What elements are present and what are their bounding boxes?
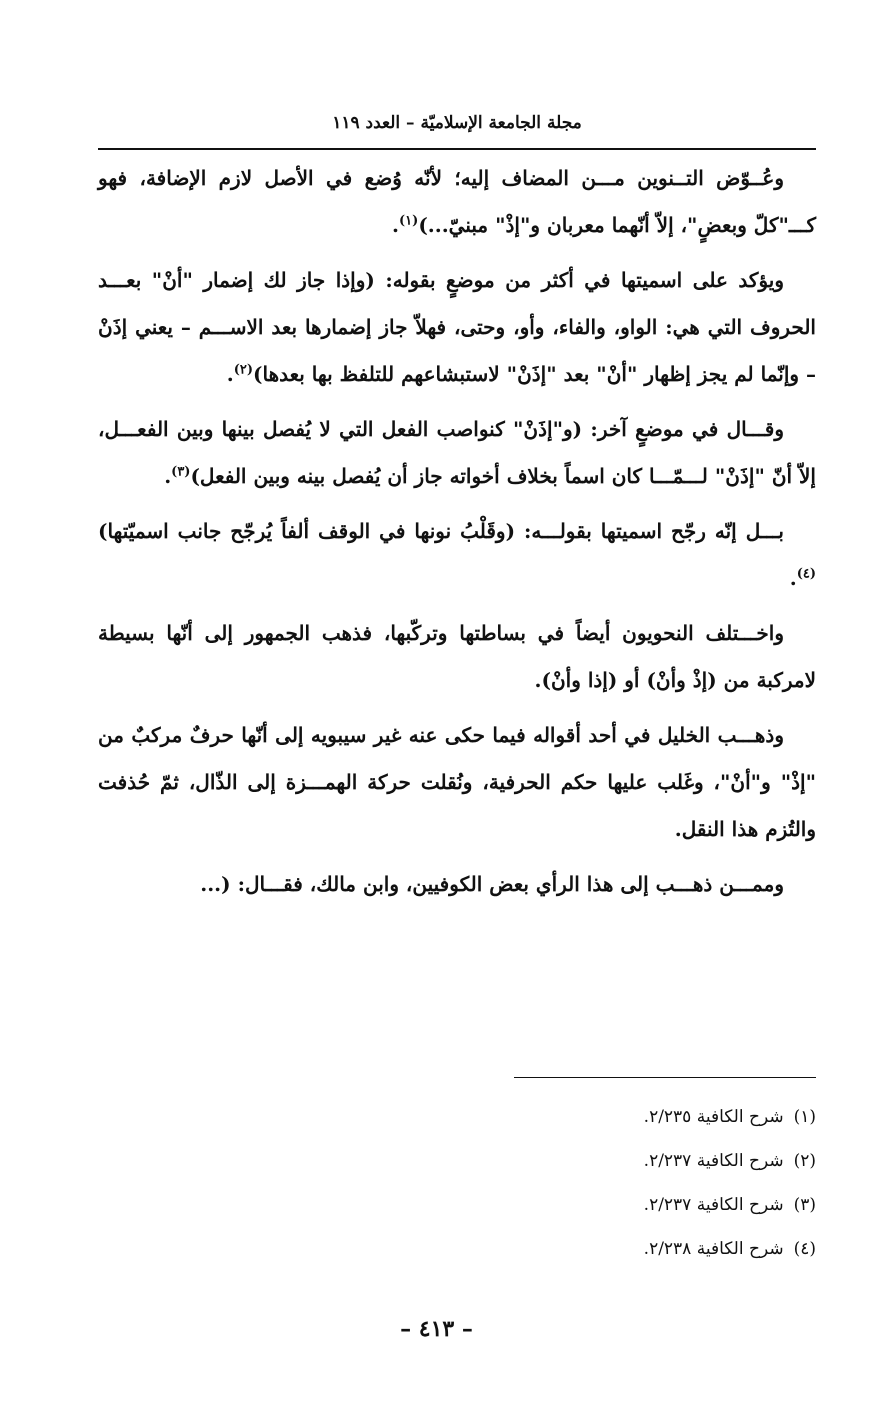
footnote-text: شرح الكافية ٢/٢٣٧. (643, 1195, 784, 1215)
paragraph-3 (98, 406, 816, 500)
footnote-rule (514, 1077, 816, 1078)
page-number: – ٤١٣ – (400, 1316, 473, 1342)
paragraph-2 (98, 257, 816, 398)
paragraph-text: وممـــن ذهـــب إلى هذا الرأي بعض الكوفيين، وابن مالك، فقـــال: (... (200, 872, 784, 896)
footnote-ref: (٣) (171, 464, 191, 480)
footnote-ref: (١) (399, 213, 419, 229)
paragraph-text: وقـــال في موضعٍ آخر: (و"إذَنْ" كنواصب الفعل التي لا يُفصل بينها وبين الفعـــل، إلاّ أنّ "إذَنْ" لـــمّـــا كان اسماً بخلاف أخواته جاز أن يُفصل بينه وبين الفعل) (98, 417, 816, 488)
footnote-text: شرح الكافية ٢/٢٣٥. (643, 1107, 784, 1127)
footnote-ref: (٤) (796, 566, 816, 582)
paragraph-4 (98, 508, 816, 602)
paragraph-1 (98, 155, 816, 249)
footnote-number: (١) (793, 1107, 816, 1127)
footnote-number: (٤) (793, 1239, 816, 1259)
paragraph-text: واخـــتلف النحويون أيضاً في بساطتها وتركّبها، فذهب الجمهور إلى أنّها بسيطة لامركبة من (إذْ وأنْ) أو (إذا وأنْ). (98, 621, 816, 692)
paragraph-end: . (392, 213, 400, 237)
paragraph-6 (98, 712, 816, 853)
footnote-text: شرح الكافية ٢/٢٣٧. (643, 1151, 784, 1171)
footnote-2 (98, 1139, 816, 1183)
footnote-number: (٣) (793, 1195, 816, 1215)
footnote-text: شرح الكافية ٢/٢٣٨. (643, 1239, 784, 1259)
paragraph-end: . (226, 362, 234, 386)
paragraph-5 (98, 610, 816, 704)
paragraph-end: . (164, 464, 172, 488)
running-head: مجلة الجامعة الإسلاميّة – العدد ١١٩ (332, 113, 582, 133)
paragraph-text: بـــل إنّه رجّح اسميتها بقولـــه: (وقَلْبُ نونها في الوقف ألفاً يُرجّح جانب اسميّتها) (98, 519, 784, 543)
header-rule (98, 148, 816, 150)
footnote-3 (98, 1183, 816, 1227)
footnote-number: (٢) (793, 1151, 816, 1171)
paragraph-7 (98, 861, 816, 908)
paragraph-text: وذهـــب الخليل في أحد أقواله فيما حكى عنه غير سيبويه إلى أنّها حرفٌ مركبٌ من "إذْ" و"أنْ"، وغَلب عليها حكم الحرفية، ونُقلت حركة الهمـــزة إلى الذّال، ثمّ حُذفت والتُزم هذا النقل. (98, 723, 816, 841)
footnote-1 (98, 1095, 816, 1139)
paragraph-text: ويؤكد على اسميتها في أكثر من موضعٍ بقوله: (وإذا جاز لك إضمار "أنْ" بعـــد الحروف التي هي: الواو، والفاء، وأو، وحتى، فهلاّ جاز إضمارها بعد الاســـم – يعني إذَنْ – وإنّما لم يجز إظهار "أنْ" بعد "إذَنْ" لاستبشاعهم للتلفظ بها بعدها) (98, 268, 816, 386)
footnote-4 (98, 1227, 816, 1271)
paragraph-text: وعُــوّض التــنوين مـــن المضاف إليه؛ لأنّه وُضع في الأصل لازم الإضافة، فهو كـــ"كلّ وبعضٍ"، إلاّ أنّهما معربان و"إذْ" مبنيّ...) (98, 166, 816, 237)
body-text (98, 155, 816, 916)
footnotes (98, 1095, 816, 1271)
footnote-ref: (٢) (233, 362, 254, 378)
paragraph-end: . (789, 566, 797, 590)
